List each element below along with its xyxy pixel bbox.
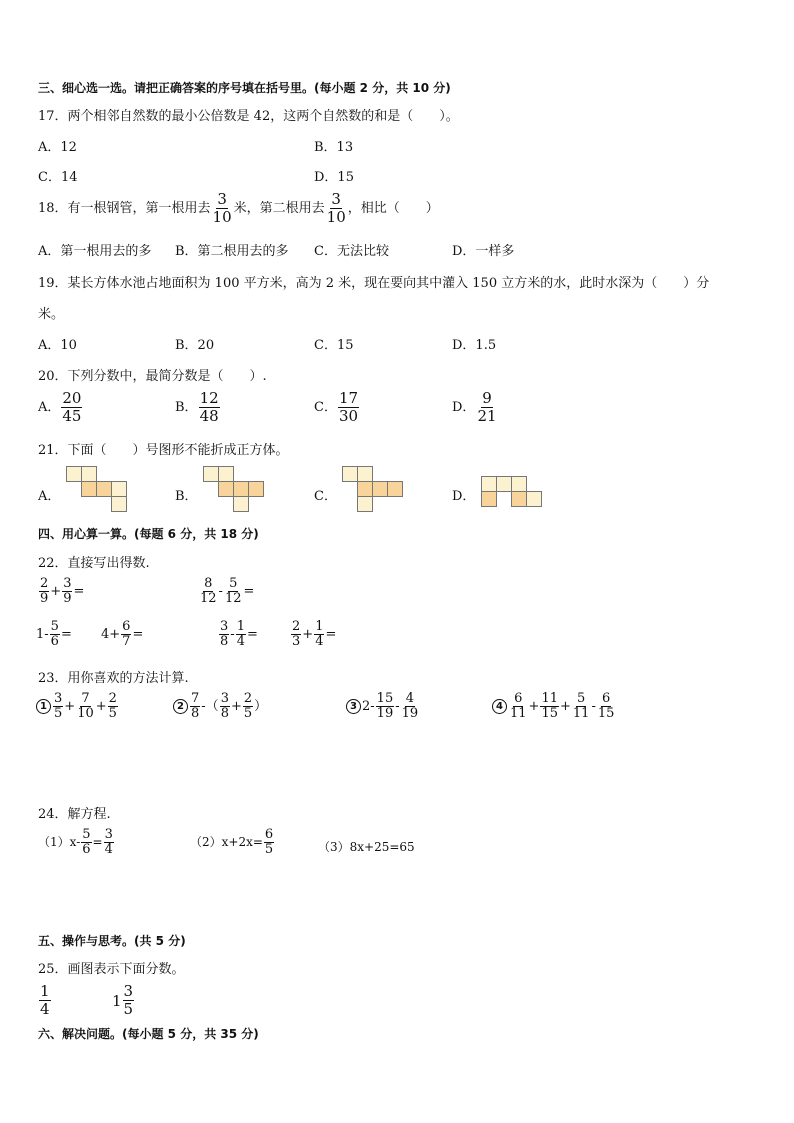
circled-number-3: 3 [346,699,361,714]
question-19-line-1: 19．某长方体水池占地面积为 100 平方米，高为 2 米，现在要向其中灌入 150 立方米的水，此时水深为（ ）分 [38,276,710,291]
question-18-stem [38,191,439,226]
q22-expr-2: $\frac{8}{12}$ - $\frac{5}{12}$ = [200,576,255,606]
section-5-title: 五、操作与思考。(共 5 分) [38,934,186,948]
q17-option-b: B．13 [314,140,354,155]
q17-option-a: A．12 [38,140,77,155]
q24-equation-1: （1）x- $\frac{5}{6}$ = $\frac{3}{4}$ [38,827,113,857]
q25-fraction-1: $\frac{1}{4}$ [40,982,50,1018]
q23-problem-2: 2 $\frac{7}{8}$ -（ $\frac{3}{8}$ + $\frac{2}{5}$ ） [173,692,267,721]
circled-number-2: 2 [173,699,188,714]
q21-option-d-label: D． [452,489,476,504]
circled-number-4: 4 [492,699,507,714]
q21-option-a-label: A． [38,489,61,504]
q18-option-c: C．无法比较 [314,244,389,259]
q20-option-d: D． $\frac{9}{21}$ [452,389,497,425]
q18-option-b: B．第二根用去的多 [175,244,289,259]
q23-problem-4: 4 $\frac{6}{11}$ + $\frac{11}{15}$ + $\frac{5}{11}$ - $\frac{6}{15}$ [492,692,616,721]
q18-fraction-1: $\frac{3}{10}$ [212,190,232,226]
q23-problem-3: 3 2- $\frac{15}{19}$ - $\frac{4}{19}$ [346,692,420,721]
q19-option-d: D．1.5 [452,338,497,353]
section-4-title: 四、用心算一算。(每题 6 分，共 18 分) [38,527,259,541]
q18-option-a: A．第一根用去的多 [38,244,152,259]
question-21-stem: 21．下面（ ）号图形不能折成正方体。 [38,443,289,458]
q17-option-c: C．14 [38,170,78,185]
question-24-stem: 24．解方程. [38,807,111,822]
q22-expr-3: 1- $\frac{5}{6}$ = [36,619,72,649]
q22-expr-5: $\frac{3}{8}$ - $\frac{1}{4}$ = [220,619,258,649]
q20-option-b: B． $\frac{12}{48}$ [175,389,219,425]
q20-option-c: C． $\frac{17}{30}$ [314,389,359,425]
question-20-stem: 20．下列分数中，最简分数是（ ）. [38,369,267,384]
q22-expr-4: 4+ $\frac{6}{7}$ = [101,619,144,649]
question-22-stem: 22．直接写出得数. [38,556,150,571]
q23-problem-1: 1 $\frac{3}{5}$ + $\frac{7}{10}$ + $\frac{2}{5}$ [36,692,119,721]
q25-mixed-number: 1 $\frac{3}{5}$ [112,982,134,1018]
question-17-stem: 17．两个相邻自然数的最小公倍数是 42，这两个自然数的和是（ ）。 [38,109,459,124]
q21-option-c-label: C． [314,489,337,504]
question-25-stem: 25．画图表示下面分数。 [38,962,185,977]
section-3-title: 三、细心选一选。请把正确答案的序号填在括号里。(每小题 2 分，共 10 分) [38,81,451,95]
section-6-title: 六、解决问题。(每小题 5 分，共 35 分) [38,1027,259,1041]
q18-option-d: D．一样多 [452,244,515,259]
q21-option-b-label: B． [175,489,198,504]
q22-expr-1: $\frac{2}{9}$ + $\frac{3}{9}$ = [40,576,85,606]
q19-option-b: B．20 [175,338,215,353]
q18-fraction-2: $\frac{3}{10}$ [326,190,346,226]
q19-option-a: A．10 [38,338,77,353]
q18-text-2: 米，第二根用去 [233,201,325,216]
question-19-line-2: 米。 [38,307,65,322]
q20-option-a: A． $\frac{20}{45}$ [38,389,82,425]
question-23-stem: 23．用你喜欢的方法计算. [38,671,189,686]
q19-option-c: C．15 [314,338,354,353]
q22-expr-6: $\frac{2}{3}$ + $\frac{1}{4}$ = [292,619,337,649]
q17-option-d: D．15 [314,170,354,185]
q24-equation-2: （2）x+2x= $\frac{6}{5}$ [190,827,274,857]
q24-equation-3: （3）8x+25=65 [318,840,415,854]
q18-text-1: 18．有一根钢管，第一根用去 [38,201,211,216]
q18-text-3: ，相比（ ） [347,201,439,216]
circled-number-1: 1 [36,699,51,714]
